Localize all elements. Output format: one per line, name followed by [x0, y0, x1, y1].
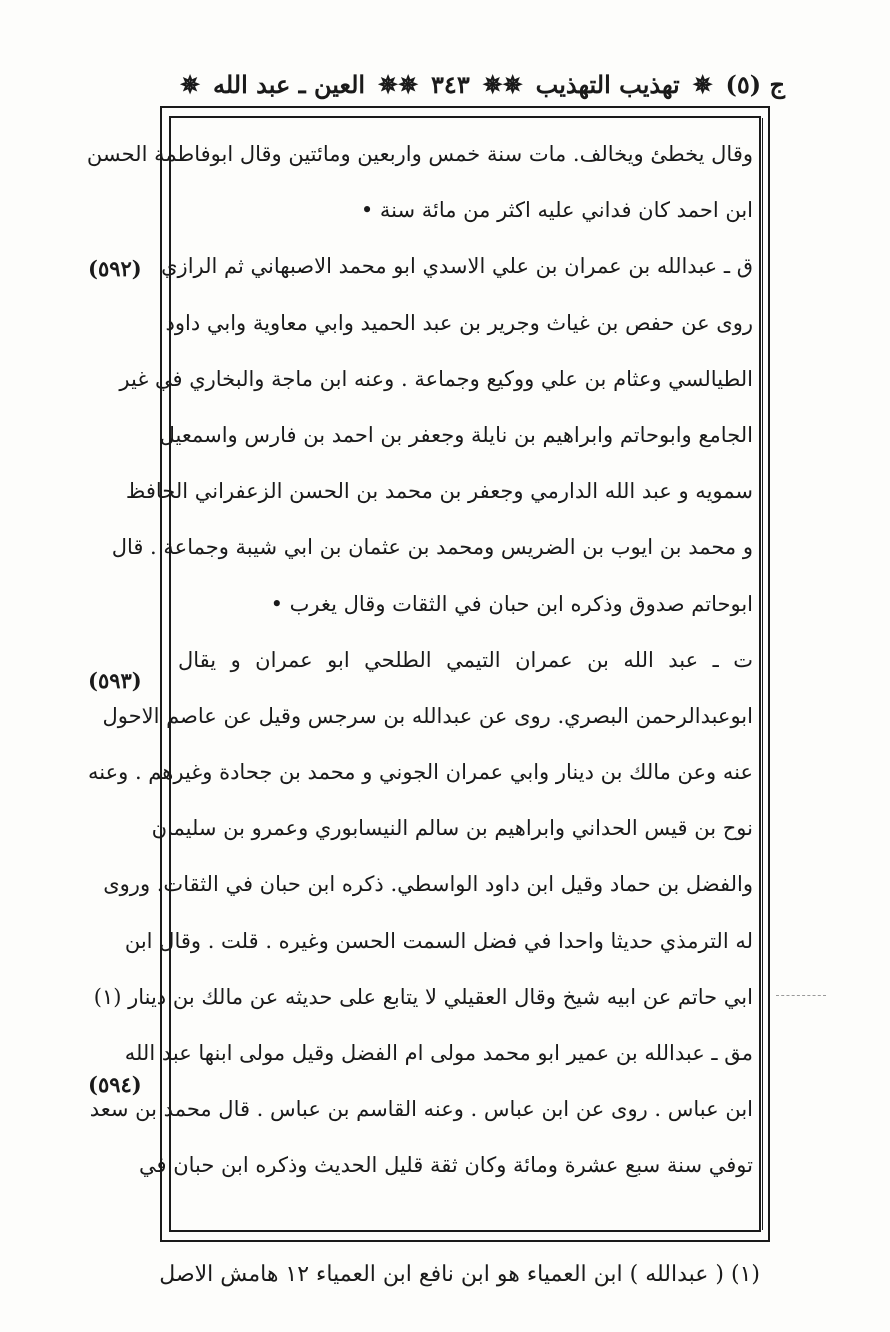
- ornament-icon: ✵: [180, 69, 201, 99]
- text-line: الطيالسي وعثام بن علي ووكيع وجماعة . وعنه ابن ماجة والبخاري في غير: [119, 366, 753, 391]
- text-line: وقال يخطئ ويخالف. مات سنة خمس واربعين ومائتين وقال ابوفاطمة الحسن: [86, 142, 753, 166]
- volume-label: ج (٥): [725, 69, 785, 99]
- text-line: والفضل بن حماد وقيل ابن داود الواسطي. ذكره ابن حبان في الثقات. وروى: [103, 872, 753, 897]
- text-line: و محمد بن ايوب بن الضريس ومحمد بن عثمان بن ابي شيبة وجماعة . قال: [111, 535, 753, 560]
- footnote: (١) ( عبدالله ) ابن العمياء هو ابن نافع ابن العمياء ١٢ هامش الاصل: [159, 1262, 760, 1287]
- ornament-icon: ✵✵: [377, 69, 419, 99]
- ornament-icon: ✵: [692, 69, 713, 99]
- entry-number: (٥٩٣): [88, 668, 142, 693]
- text-line: ابوحاتم صدوق وذكره ابن حبان في الثقات وقال يغرب •: [270, 591, 753, 616]
- ornament-icon: ✵✵: [482, 69, 523, 99]
- entry-number: (٥٩٢): [88, 256, 142, 281]
- section-title: العين ـ عبد الله: [212, 69, 366, 99]
- text-line: مق ـ عبدالله بن عمير ابو محمد مولى ام الفضل وقيل مولى ابنها عبد الله: [124, 1041, 753, 1065]
- text-line: ابوعبدالرحمن البصري. روى عن عبدالله بن سرجس وقيل عن عاصم الاحول: [102, 703, 753, 728]
- text-line: ت ـ عبد الله بن عمران التيمي الطلحي ابو عمران و يقال: [178, 647, 753, 672]
- text-line: عنه وعن مالك بن دينار وابي عمران الجوني و محمد بن جحادة وغيرهم . وعنه: [88, 760, 753, 785]
- text-line: الجامع وابوحاتم وابراهيم بن نايلة وجعفر بن احمد بن فارس واسمعيل: [159, 422, 753, 447]
- text-line: له الترمذي حديثا واحدا في فضل السمت الحسن وغيره . قلت . وقال ابن: [124, 928, 753, 953]
- margin-mark: [776, 995, 826, 996]
- text-line: ابن عباس . روى عن ابن عباس . وعنه القاسم بن عباس . قال محمد بن سعد: [89, 1097, 753, 1122]
- text-line: روى عن حفص بن غياث وجرير بن عبد الحميد وابي معاوية وابي داود: [165, 310, 753, 335]
- page-number: ٣٤٣: [431, 69, 470, 99]
- text-line: توفي سنة سبع عشرة ومائة وكان ثقة قليل الحديث وذكره ابن حبان في: [138, 1153, 753, 1178]
- text-line: ابن احمد كان فداني عليه اكثر من مائة سنة •: [360, 198, 753, 223]
- text-line: سمويه و عبد الله الدارمي وجعفر بن محمد بن الحسن الزعفراني الحافظ: [125, 479, 753, 504]
- page-header: [180, 60, 785, 108]
- entry-number: (٥٩٤): [88, 1072, 142, 1097]
- text-line: ق ـ عبدالله بن عمران بن علي الاسدي ابو محمد الاصبهاني ثم الرازي: [161, 254, 753, 279]
- text-line: ابي حاتم عن ابيه شيخ وقال العقيلي لا يتابع على حديثه عن مالك بن دينار (١): [93, 984, 753, 1009]
- text-line: نوح بن قيس الحداني وابراهيم بن سالم النيسابوري وعمرو بن سليمان: [151, 816, 753, 841]
- book-title: تهذيب التهذيب: [535, 69, 680, 99]
